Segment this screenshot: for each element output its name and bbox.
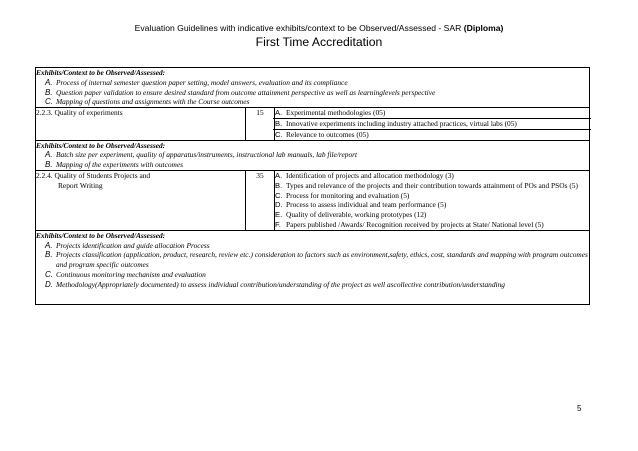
page-header [0,23,638,50]
header-title: First Time Accreditation [255,35,383,49]
criterion-224-line1: 2.2.4. Quality of Students Projects and [36,170,151,180]
point-item [275,210,589,220]
header-subtitle [0,23,638,34]
exhibit-item [36,88,589,98]
header-subtitle-text: Evaluation Guidelines with indicative exhibits/context to be Observed/Assessed - SAR [134,23,464,33]
exhibit-text: Mapping of questions and assignments with the Course outcomes [56,97,250,107]
point-letter: C. [275,190,283,200]
point-text: Innovative experiments including industry attached practices, virtual labs (05) [286,118,517,128]
criterion-row-223 [36,108,590,140]
exhibit-text: Question paper validation to ensure desired standard from outcome attainment perspective as well as learninglevels perspective [56,87,436,97]
points-cell-224 [275,170,590,230]
point-letter: D. [275,200,283,210]
page-number: 5 [577,404,582,413]
exhibit-item [36,160,589,170]
exhibits-cell-3 [36,230,590,304]
point-letter: B. [275,180,283,190]
exhibits-heading-2: Exhibits/Context to be Observed/Assessed: [36,140,166,150]
exhibit-text: Projects identification and guide allocation Process [56,240,210,250]
point-letter: A. [275,170,283,180]
exhibit-item [36,250,589,270]
criterion-cell-224 [36,170,246,230]
point-letter: A. [275,108,283,118]
exhibits-row-2 [36,140,590,170]
point-text: Quality of deliverable, working prototypes (12) [286,210,427,220]
exhibits-heading-3: Exhibits/Context to be Observed/Assessed: [36,230,166,240]
point-item [273,119,591,130]
evaluation-table [35,67,590,305]
exhibit-item [36,78,589,88]
exhibit-item [36,241,589,251]
exhibit-letter: A. [45,240,53,250]
exhibits-row-1 [36,68,590,108]
point-letter: F. [275,219,281,229]
exhibit-letter: B. [45,87,53,97]
point-text: Identification of projects and allocation methodology (3) [286,170,454,180]
points-cell-223 [275,108,590,140]
exhibit-letter: A. [45,150,53,160]
header-subtitle-bold: (Diploma) [463,23,504,33]
marks-cell-223: 15 [246,108,275,140]
point-letter: C. [275,129,283,139]
point-item [275,130,589,140]
point-item [273,108,591,119]
exhibit-text: Process of internal semester question paper setting, model answers, evaluation and its compliance [56,77,348,87]
point-item [275,220,589,230]
criterion-224-line2: Report Writing [58,180,103,190]
exhibit-item [36,97,589,107]
exhibit-text: Methodology(Appropriately documented) to assess individual contribution/understanding of the project as well ascollective contribution/understanding [56,279,505,289]
point-text: Experimental methodologies (05) [286,108,386,118]
point-item [275,171,589,181]
exhibits-cell-2 [36,140,590,170]
exhibit-item [36,280,589,290]
exhibit-item [36,150,589,160]
point-text: Papers published /Awards/ Recognition received by projects at State/ National level (5) [286,219,544,229]
exhibit-letter: B. [45,250,53,260]
exhibit-item [36,270,589,280]
exhibit-text: Projects classification (application, product, research, review etc.) consideration to factors such as environment,safety, ethics, cost, standards and mapping with program outcomes and program specific outcomes [56,250,588,270]
exhibits-heading-1: Exhibits/Context to be Observed/Assessed: [36,68,166,77]
point-item [275,191,589,201]
point-item [275,181,589,191]
exhibit-letter: A. [45,77,53,87]
exhibit-letter: B. [45,160,53,170]
exhibits-cell-1 [36,68,590,108]
point-text: Process for monitoring and evaluation (5) [286,190,410,200]
point-item [275,200,589,210]
point-letter: E. [275,210,283,220]
exhibit-text: Continuous monitoring mechanism and evaluation [56,269,206,279]
marks-cell-224: 35 [246,170,275,230]
point-text: Relevance to outcomes (05) [286,129,369,139]
point-letter: B. [275,118,283,128]
point-text: Types and relevance of the projects and their contribution towards attainment of POs and PSOs (5) [286,180,578,190]
exhibit-letter: C. [45,97,53,107]
point-text: Process to assess individual and team performance (5) [286,200,447,210]
criterion-row-224 [36,170,590,230]
criterion-cell-223: 2.2.3. Quality of experiments [36,108,246,140]
exhibit-text: Batch size per experiment, quality of apparatus/instruments, instructional lab manuals, lab file/report [56,150,358,160]
exhibit-letter: D. [45,279,53,289]
exhibit-letter: C. [45,269,53,279]
exhibit-text: Mapping of the experiments with outcomes [56,160,184,170]
exhibits-row-3 [36,230,590,304]
